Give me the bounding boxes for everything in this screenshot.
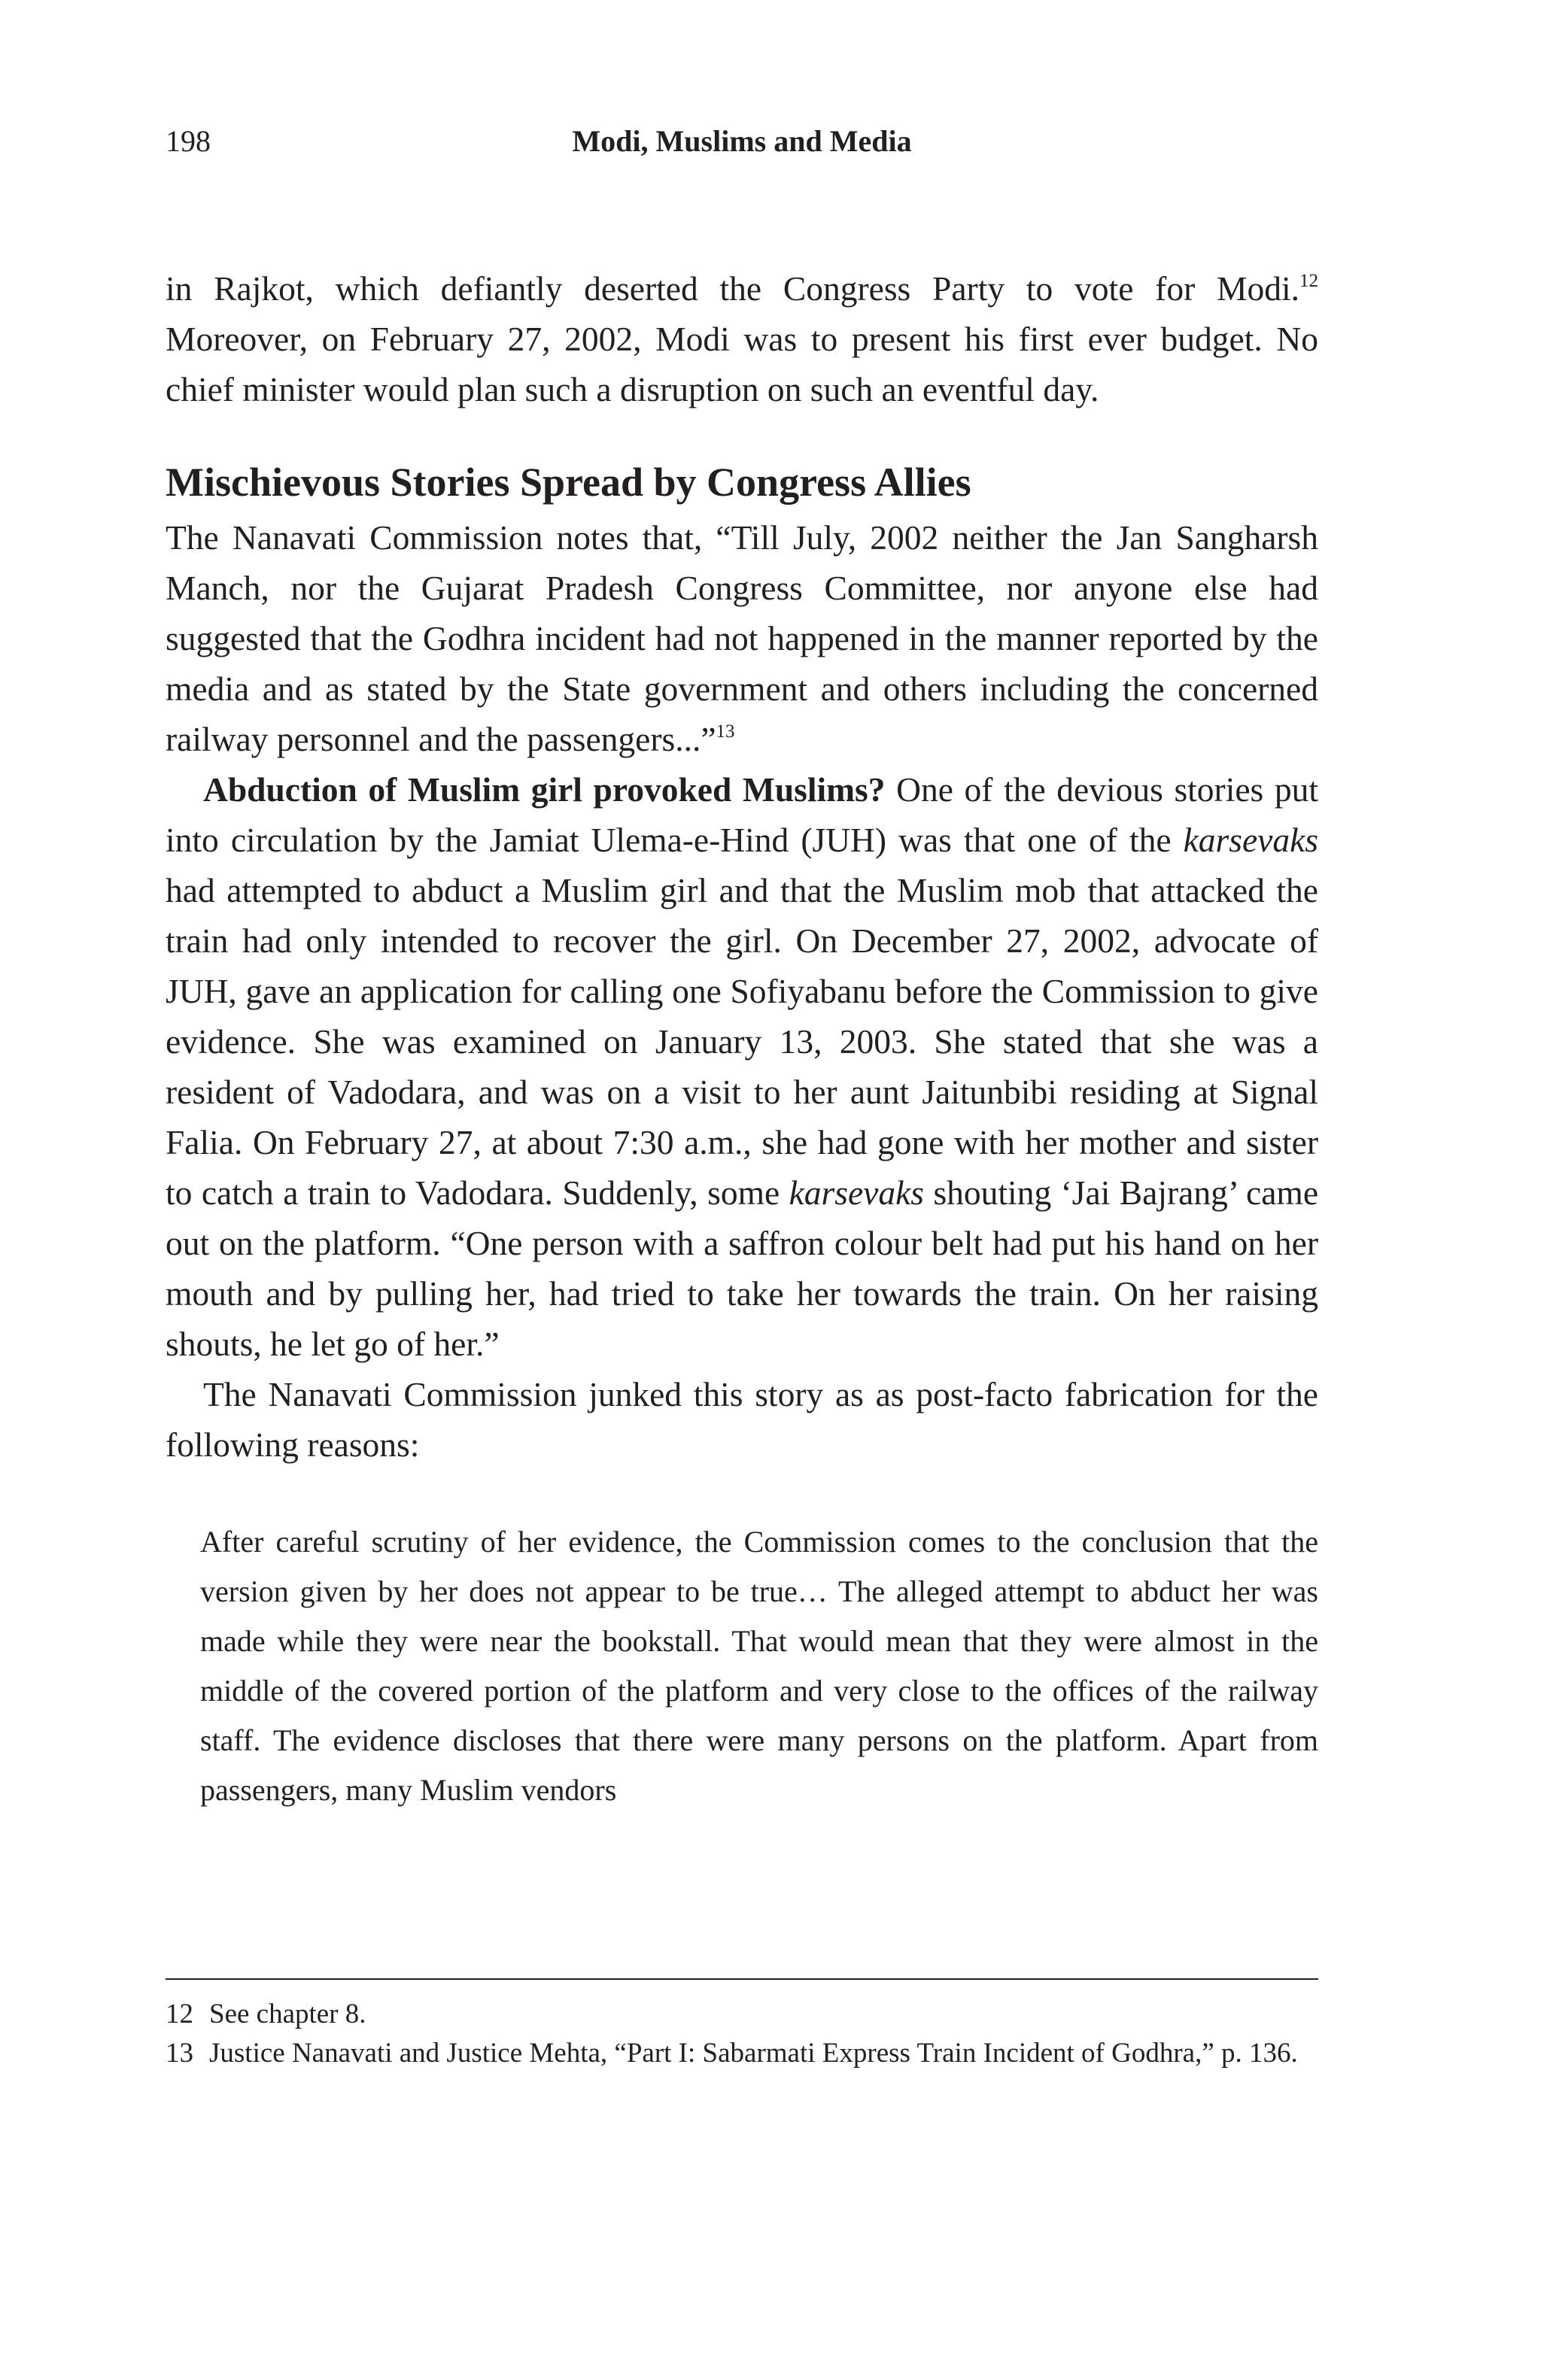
footnote-number: 12 bbox=[166, 1999, 193, 2029]
paragraph-4: The Nanavati Commission junked this story as as post-facto fabrication for the following reasons: bbox=[166, 1375, 1318, 1464]
run-in-heading: Abduction of Muslim girl provoked Muslims? bbox=[203, 770, 886, 809]
footnote-text: Justice Nanavati and Justice Mehta, “Part I: Sabarmati Express Train Incident of Godhra,” p. 136. bbox=[209, 2038, 1298, 2069]
paragraph-3 bbox=[166, 764, 1318, 1369]
footnote-ref-13[interactable]: 13 bbox=[716, 721, 735, 742]
paragraph-1-continued: Moreover, on February 27, 2002, Modi was to present his first ever budget. No chief minister would plan such a disruption on such an eventful day. bbox=[166, 320, 1318, 408]
paragraph-3-text-b: had attempted to abduct a Muslim girl and that the Muslim mob that attacked the train had only intended to recover the girl. On December 27, 2002, advocate of JUH, gave an application for calling one Sofiyabanu before the Commission to give evidence. She was examined on January 13, 2003. She stated that she was a resident of Vadodara, and was on a visit to her aunt Jaitunbibi residing at Signal Falia. On February 27, at about 7:30 a.m., she had gone with her mother and sister to catch a train to Vadodara. Suddenly, some bbox=[166, 871, 1318, 1212]
footnote-13 bbox=[166, 2034, 1318, 2073]
paragraph-3-text-a: One of the devious stories put into circulation by the Jamiat Ulema-e-Hind (JUH) was that one of the bbox=[166, 770, 1318, 859]
paragraph-2 bbox=[166, 512, 1318, 764]
italic-term-karsevaks-2: karsevaks bbox=[789, 1173, 925, 1212]
paragraph-3-text-c: shouting ‘Jai Bajrang’ came out on the platform. “One person with a saffron colour belt had put his hand on her mouth and by pulling her, had tried to take her towards the train. On her raising shouts, he let go of her.” bbox=[166, 1173, 1319, 1363]
page-number: 198 bbox=[166, 124, 211, 158]
footnote-number: 13 bbox=[166, 2038, 193, 2069]
footnote-divider bbox=[166, 1978, 1318, 1980]
paragraph-1-text: in Rajkot, which defiantly deserted the Congress Party to vote for Modi. bbox=[166, 269, 1299, 308]
running-head bbox=[166, 119, 1318, 164]
block-quote: After careful scrutiny of her evidence, the Commission comes to the conclusion that the version given by her does not appear to be true… The alleged attempt to abduct her was made while they were near the bookstall. That would mean that they were almost in the middle of the covered portion of the platform and very close to the offices of the railway staff. The evidence discloses that there were many persons on the platform. Apart from passengers, many Muslim vendors bbox=[200, 1525, 1318, 1807]
footnote-text: See chapter 8. bbox=[209, 1999, 366, 2029]
footnotes bbox=[166, 1995, 1318, 2073]
footnote-ref-12[interactable]: 12 bbox=[1299, 271, 1318, 291]
italic-term-karsevaks-1: karsevaks bbox=[1183, 821, 1318, 859]
footnote-12 bbox=[166, 1995, 1318, 2034]
book-title: Modi, Muslims and Media bbox=[572, 124, 912, 158]
paragraph-2-text: The Nanavati Commission notes that, “Till July, 2002 neither the Jan Sangharsh Manch, nor the Gujarat Pradesh Congress Committee, nor anyone else had suggested that the Godhra incident had not happened in the manner reported by the media and as stated by the State government and others including the concerned railway personnel and the passengers...” bbox=[166, 518, 1318, 758]
body-text bbox=[166, 263, 1318, 1815]
paragraph-1 bbox=[166, 263, 1318, 414]
section-heading: Mischievous Stories Spread by Congress Allies bbox=[166, 460, 971, 505]
